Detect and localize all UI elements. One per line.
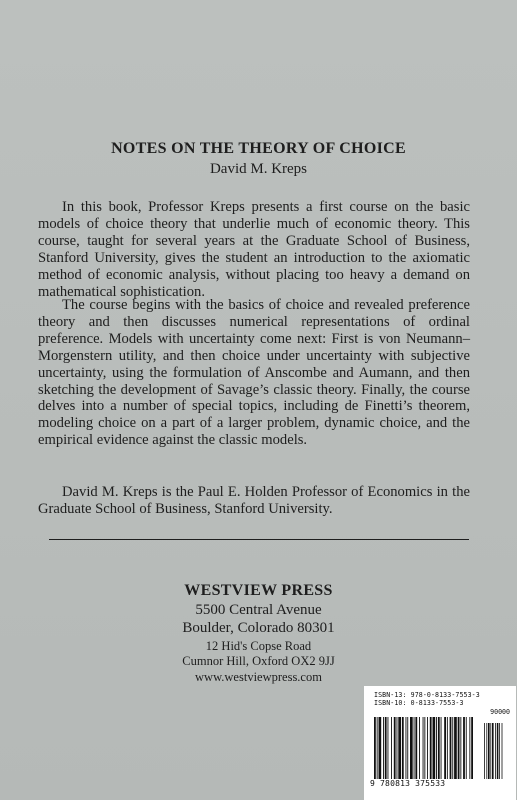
book-title: NOTES ON THE THEORY OF CHOICE (111, 140, 406, 157)
isbn10-text: ISBN-10: 0-8133-7553-3 (374, 699, 464, 707)
publisher-website: www.westviewpress.com (195, 670, 322, 684)
price-code-text: 90000 (490, 708, 510, 716)
barcode-bars-image (372, 717, 512, 779)
description-paragraph-1: In this book, Professor Kreps presents a first course on the basic models of choice theory that underlie much of economic theory. This course, taught for several years at the Graduate School of Business, Stanford University, gives the student an introduction to the axiomatic method of economic analysis, without placing too heavy a demand on mathematical sophistication. (38, 199, 470, 300)
barcode-digits-text: 9 780813 375533 (370, 779, 446, 788)
isbn13-text: ISBN-13: 978-0-8133-7553-3 (374, 691, 480, 699)
publisher-address-line-1: 5500 Central Avenue (195, 602, 322, 618)
description-paragraph-2: The course begins with the basics of choice and revealed preference theory and then discusses numerical representations of ordinal preference. Models with uncertainty come next: First is von Neumann–Morgenstern utility, and then choice under uncertainty with subjective uncertainty, using the formulation of Anscombe and Aumann, and then sketching the development of Savage’s classic theory. Finally, the course delves into a number of special topics, including de Finetti’s theorem, modeling choice on a part of a larger problem, dynamic choice, and the empirical evidence against the classic models. (38, 297, 470, 449)
publisher-address-line-3: 12 Hid's Copse Road (205, 639, 312, 653)
isbn-barcode-label (364, 686, 516, 800)
publisher-address-line-4: Cumnor Hill, Oxford OX2 9JJ (182, 654, 335, 668)
author-bio: David M. Kreps is the Paul E. Holden Professor of Economics in the Graduate School of Business, Stanford University. (38, 484, 470, 517)
divider-rule (49, 539, 469, 540)
publisher-address-line-2: Boulder, Colorado 80301 (182, 620, 335, 636)
publisher-name: WESTVIEW PRESS (184, 582, 333, 599)
book-author: David M. Kreps (209, 161, 308, 177)
